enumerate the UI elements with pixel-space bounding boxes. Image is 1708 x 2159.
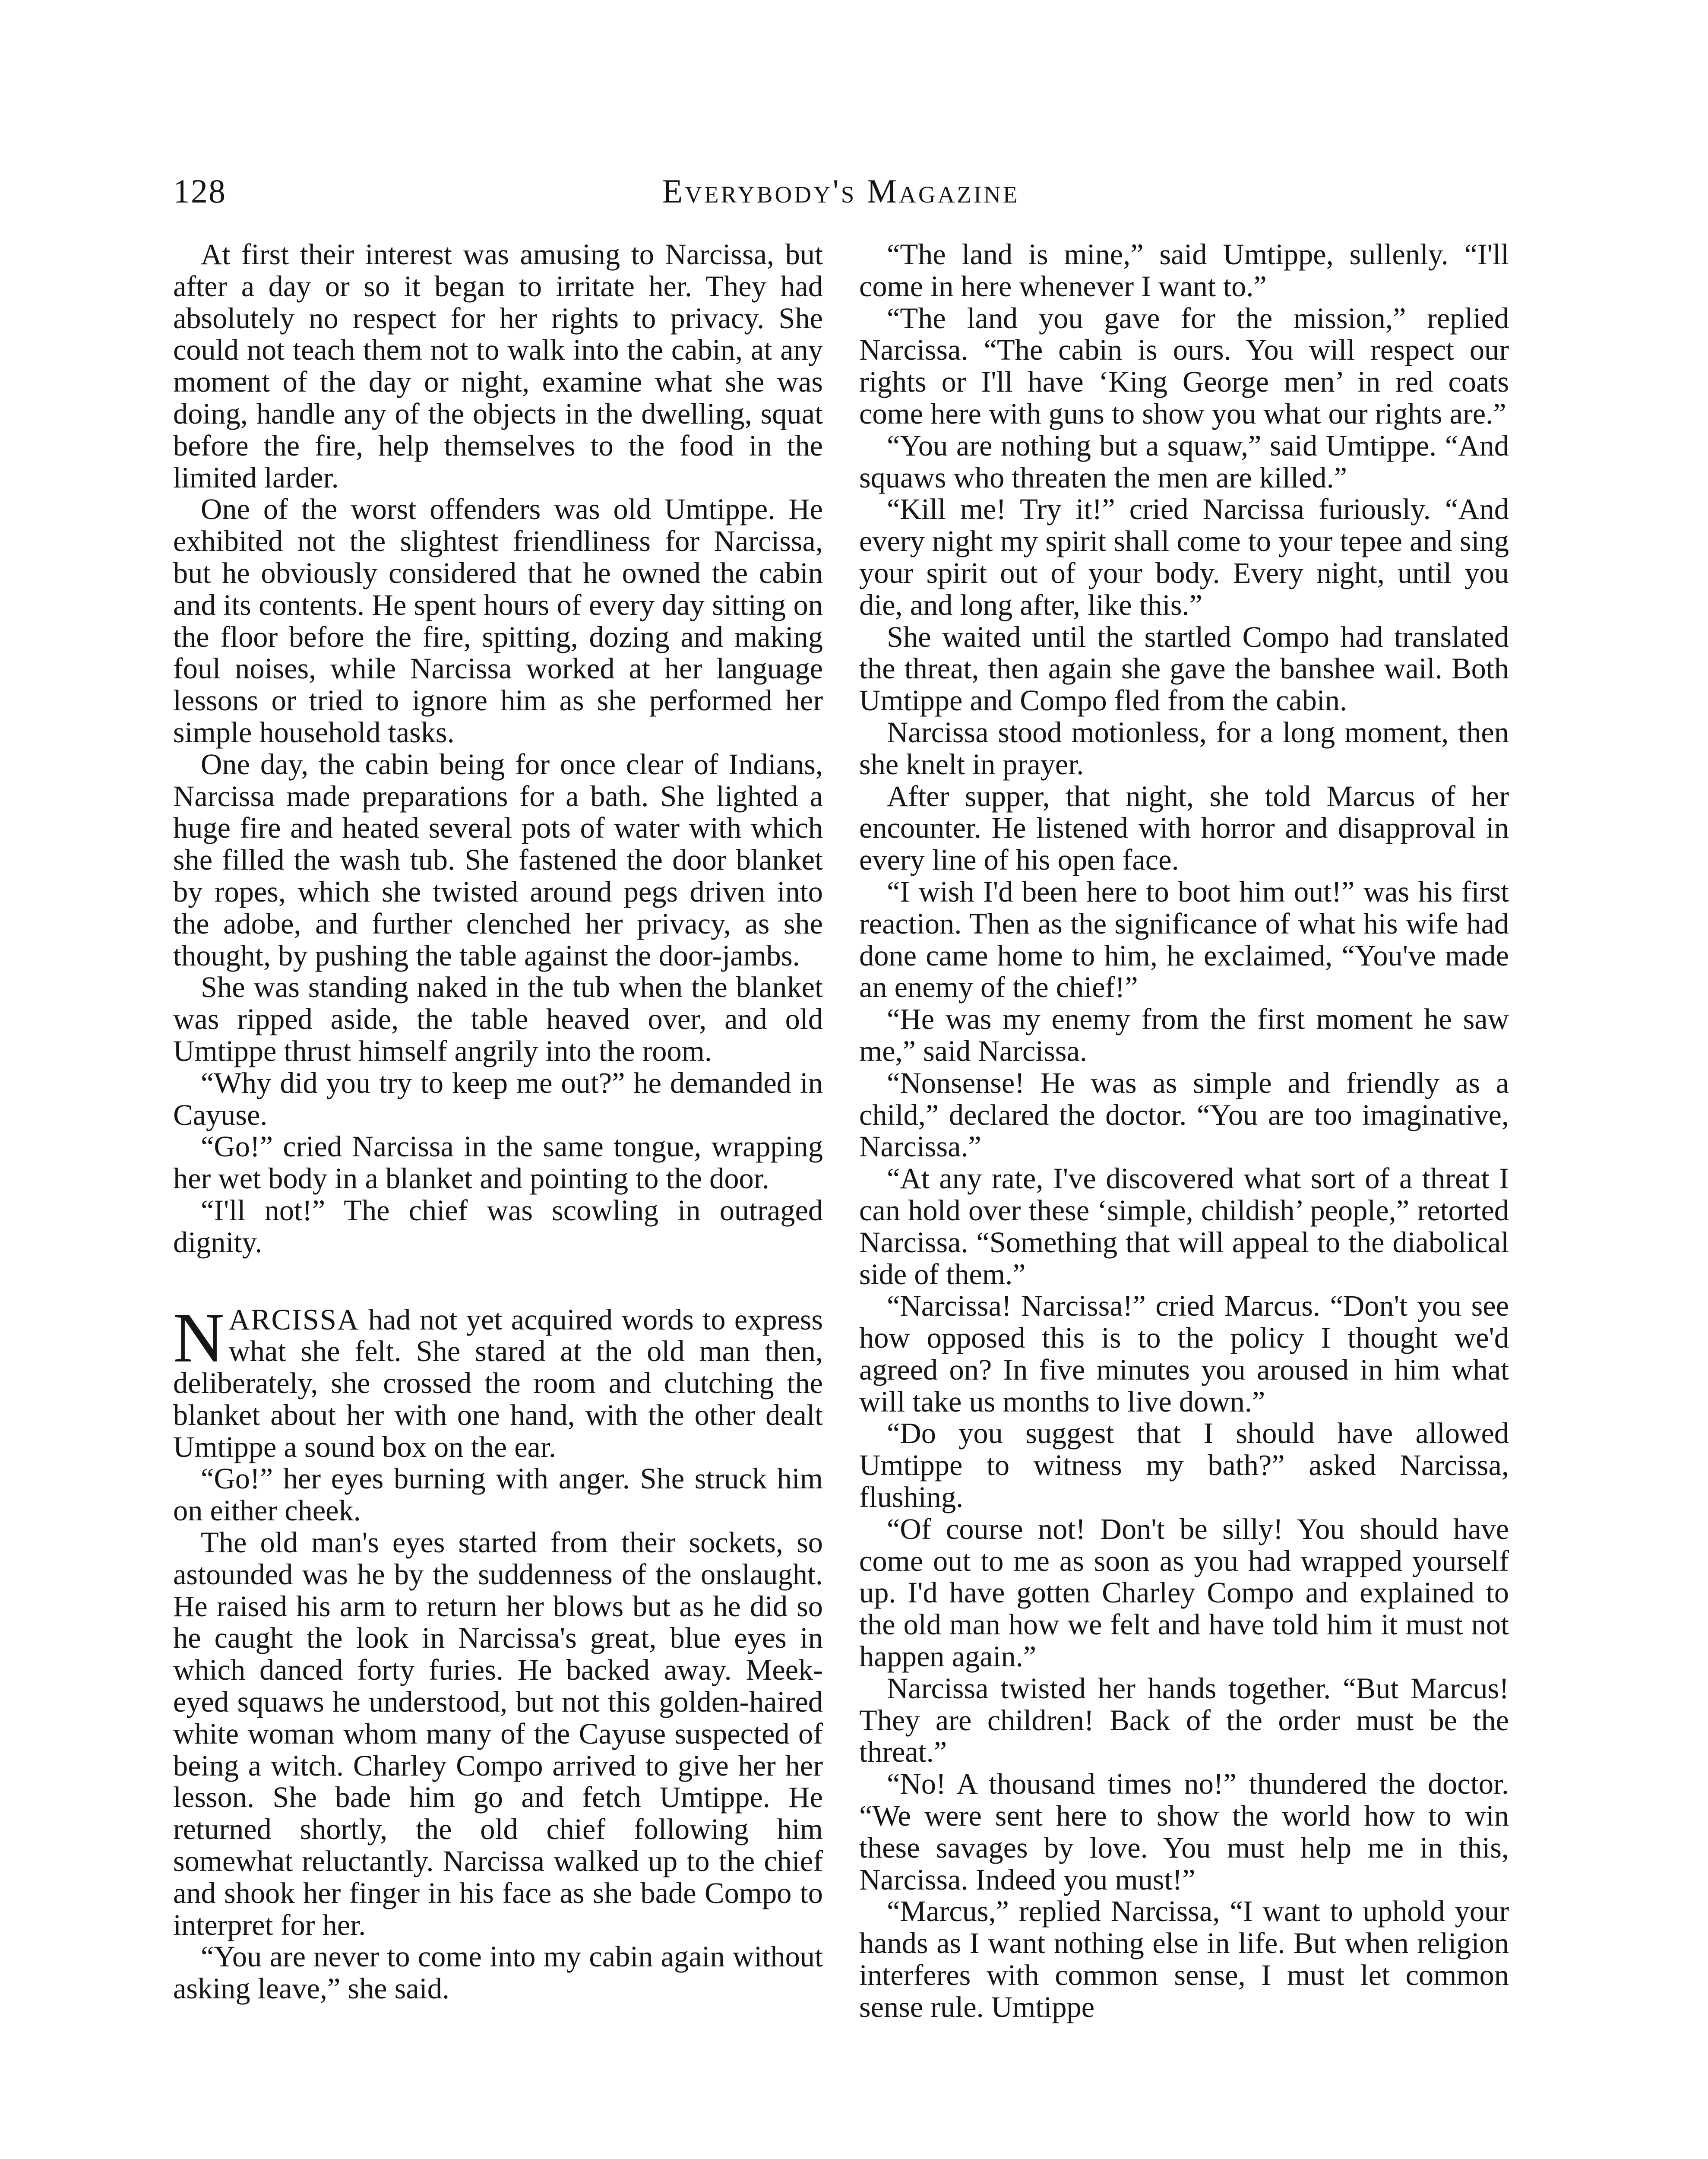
right-column [859, 239, 1509, 2023]
paragraph: “He was my enemy from the first moment he saw me,” said Narcissa. [859, 1003, 1509, 1067]
paragraph: “Narcissa! Narcissa!” cried Marcus. “Don't you see how opposed this is to the policy I thought we'd agreed on? In five minutes you aroused in him what will take us months to live down.” [859, 1289, 1509, 1418]
paragraph: Narcissa stood motionless, for a long moment, then she knelt in prayer. [859, 715, 1509, 781]
section-break [173, 1259, 823, 1304]
paragraph: “You are never to come into my cabin again without asking leave,” she said. [173, 1940, 823, 2005]
paragraph: “The land is mine,” said Umtippe, sullenly. “I'll come in here whenever I want to.” [859, 238, 1509, 303]
paragraph: “Kill me! Try it!” cried Narcissa furiously. “And every night my spirit shall come to your tepee and sing your spirit out of your body. Every night, until you die, and long after, like this.” [859, 493, 1509, 621]
paragraph: One day, the cabin being for once clear of Indians, Narcissa made preparations for a bath. She lighted a huge fire and heated several pots of water with which she filled the wash tub. She fastened the door blanket by ropes, which she twisted around pegs driven into the adobe, and further clenched her privacy, as she thought, by pushing the table against the door-jambs. [173, 747, 823, 972]
paragraph: “Marcus,” replied Narcissa, “I want to uphold your hands as I want nothing else in life. But when religion interferes with common sense, I must let common sense rule. Umtippe [859, 1895, 1509, 2023]
paragraph: The old man's eyes started from their sockets, so astounded was he by the suddenness of the onslaught. He raised his arm to return her blows but as he did so he caught the look in Narcissa's great, blue eyes in which danced forty furies. He backed away. Meek-eyed squaws he understood, but not this golden-haired white woman whom many of the Cayuse suspected of being a witch. Charley Compo arrived to give her her lesson. She bade him go and fetch Umtippe. He returned shortly, the old chief following him somewhat reluctantly. Narcissa walked up to the chief and shook her finger in his face as she bade Compo to interpret for her. [173, 1526, 823, 1941]
paragraph: After supper, that night, she told Marcus of her encounter. He listened with horror and disapproval in every line of his open face. [859, 779, 1509, 877]
paragraph: “Go!” cried Narcissa in the same tongue, wrapping her wet body in a blanket and pointing to the door. [173, 1130, 823, 1195]
paragraph: “At any rate, I've discovered what sort of a threat I can hold over these ‘simple, childish’ people,” retorted Narcissa. “Something that will appeal to the diabolical side of them.” [859, 1162, 1509, 1291]
page-header [173, 168, 1509, 215]
running-title: Everybody's Magazine [662, 172, 1020, 210]
paragraph: “Do you suggest that I should have allowed Umtippe to witness my bath?” asked Narcissa, flushing. [859, 1417, 1509, 1514]
dropcap-paragraph-text: had not yet acquired words to express what she felt. She stared at the old man then, deliberately, she crossed the room and clutching the blanket about her with one hand, with the other dealt Umtippe a sound box on the ear. [173, 1303, 823, 1463]
paragraph: “Go!” her eyes burning with anger. She struck him on either cheek. [173, 1462, 823, 1527]
paragraph: She was standing naked in the tub when the blanket was ripped aside, the table heaved over, and old Umtippe thrust himself angrily into the room. [173, 971, 823, 1067]
paragraph: One of the worst offenders was old Umtippe. He exhibited not the slightest friendliness for Narcissa, but he obviously considered that he owned the cabin and its contents. He spent hours of every day sitting on the floor before the fire, spitting, dozing and making foul noises, while Narcissa worked at her language lessons or tried to ignore him as she performed her simple household tasks. [173, 493, 823, 749]
left-column [173, 239, 823, 2005]
drop-cap-letter: N [173, 1298, 225, 1377]
dropcap-paragraph [173, 1298, 823, 1463]
paragraph: “You are nothing but a squaw,” said Umtippe. “And squaws who threaten the men are killed.” [859, 429, 1509, 494]
paragraph: “The land you gave for the mission,” replied Narcissa. “The cabin is ours. You will respect our rights or I'll have ‘King George men’ in red coats come here with guns to show you what our rights are.” [859, 301, 1509, 430]
paragraph: Narcissa twisted her hands together. “But Marcus! They are children! Back of the order must be the threat.” [859, 1671, 1509, 1769]
paragraph: “Of course not! Don't be silly! You should have come out to me as soon as you had wrapped yourself up. I'd have gotten Charley Compo and explained to the old man how we felt and have told him it must not happen again.” [859, 1512, 1509, 1673]
paragraph: “Nonsense! He was as simple and friendly as a child,” declared the doctor. “You are too imaginative, Narcissa.” [859, 1066, 1509, 1163]
paragraph: She waited until the startled Compo had translated the threat, then again she gave the banshee wail. Both Umtippe and Compo fled from the cabin. [859, 620, 1509, 717]
paragraph: “I'll not!” The chief was scowling in outraged dignity. [173, 1193, 823, 1259]
paragraph: “Why did you try to keep me out?” he demanded in Cayuse. [173, 1066, 823, 1131]
opening-word: ARCISSA [228, 1303, 360, 1336]
paragraph: “No! A thousand times no!” thundered the doctor. “We were sent here to show the world how to win these savages by love. You must help me in this, Narcissa. Indeed you must!” [859, 1767, 1509, 1896]
paragraph: At first their interest was amusing to Narcissa, but after a day or so it began to irritate her. They had absolutely no respect for her rights to privacy. She could not teach them not to walk into the cabin, at any moment of the day or night, examine what she was doing, handle any of the objects in the dwelling, squat before the fire, help themselves to the food in the limited larder. [173, 238, 823, 494]
page-number: 128 [173, 172, 226, 210]
paragraph: “I wish I'd been here to boot him out!” was his first reaction. Then as the significance of what his wife had done came home to him, he exclaimed, “You've made an enemy of the chief!” [859, 875, 1509, 1004]
